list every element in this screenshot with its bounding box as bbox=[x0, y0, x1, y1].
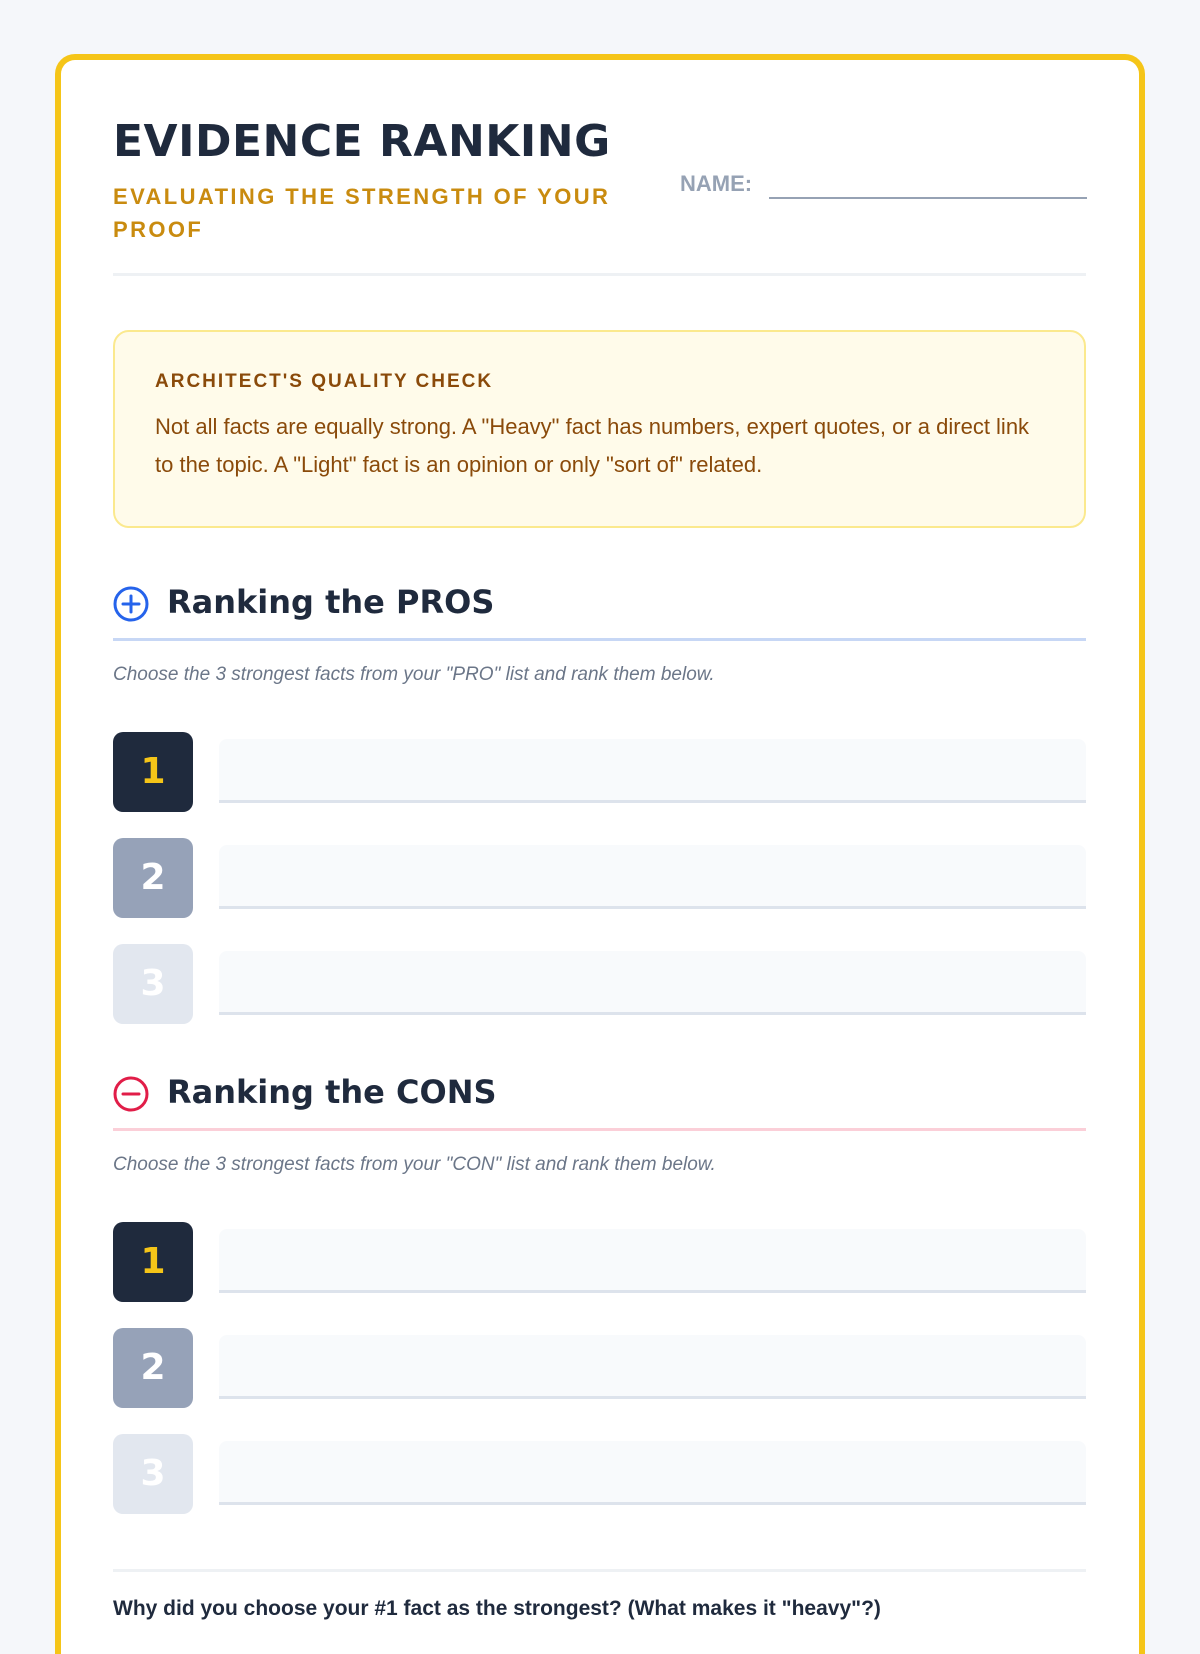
reflection-question: Why did you choose your #1 fact as the strongest? (What makes it "heavy"?) bbox=[113, 1597, 881, 1620]
cons-answer-1[interactable] bbox=[219, 1229, 1086, 1293]
cons-heading-rule bbox=[113, 1128, 1086, 1131]
cons-answer-3[interactable] bbox=[219, 1441, 1086, 1505]
cons-answer-2[interactable] bbox=[219, 1335, 1086, 1399]
worksheet-header bbox=[113, 60, 1086, 276]
cons-instruction: Choose the 3 strongest facts from your "CON" list and rank them below. bbox=[113, 1154, 716, 1175]
rank-badge-3: 3 bbox=[113, 1434, 193, 1514]
page-title: EVIDENCE RANKING bbox=[113, 116, 611, 167]
footer-divider bbox=[113, 1569, 1086, 1572]
plus-circle-icon bbox=[113, 586, 149, 622]
pros-answer-2[interactable] bbox=[219, 845, 1086, 909]
worksheet-page bbox=[55, 54, 1145, 1654]
name-field-line[interactable] bbox=[769, 197, 1087, 199]
rank-badge-2: 2 bbox=[113, 1328, 193, 1408]
cons-section-header bbox=[113, 1064, 1086, 1124]
worksheet-content bbox=[113, 60, 1086, 1620]
callout-text: Not all facts are equally strong. A "Heavy" fact has numbers, expert quotes, or a direct link to the topic. A "Light" fact is an opinion or only "sort of" related. bbox=[155, 414, 1030, 477]
pros-instruction: Choose the 3 strongest facts from your "PRO" list and rank them below. bbox=[113, 664, 715, 685]
rank-badge-3: 3 bbox=[113, 944, 193, 1024]
pros-answer-1[interactable] bbox=[219, 739, 1086, 803]
rank-badge-1: 1 bbox=[113, 732, 193, 812]
cons-rank-row-1 bbox=[113, 1222, 1086, 1302]
name-label: NAME: bbox=[680, 171, 753, 196]
pros-rank-row-2 bbox=[113, 838, 1086, 918]
callout-title: ARCHITECT'S QUALITY CHECK bbox=[155, 371, 494, 392]
cons-rank-row-3 bbox=[113, 1434, 1086, 1514]
pros-heading: Ranking the PROS bbox=[167, 583, 495, 621]
cons-heading: Ranking the CONS bbox=[167, 1073, 497, 1111]
pros-rank-row-3 bbox=[113, 944, 1086, 1024]
rank-badge-2: 2 bbox=[113, 838, 193, 918]
pros-heading-rule bbox=[113, 638, 1086, 641]
quality-check-callout bbox=[113, 330, 1086, 528]
pros-section-header bbox=[113, 574, 1086, 634]
cons-rank-row-2 bbox=[113, 1328, 1086, 1408]
pros-answer-3[interactable] bbox=[219, 951, 1086, 1015]
pros-rank-row-1 bbox=[113, 732, 1086, 812]
minus-circle-icon bbox=[113, 1076, 149, 1112]
rank-badge-1: 1 bbox=[113, 1222, 193, 1302]
page-subtitle: EVALUATING THE STRENGTH OF YOUR PROOF bbox=[113, 184, 611, 242]
